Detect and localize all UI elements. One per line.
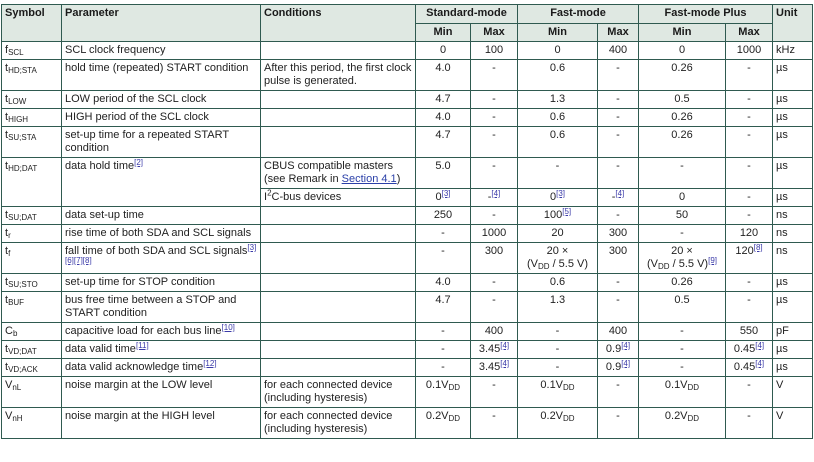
fast-max-cell: 400 xyxy=(598,42,639,60)
std-min-cell: 4.7 xyxy=(416,91,471,109)
conditions-cell xyxy=(261,109,416,127)
conditions-text: CBUS compatible masters (see Remark in xyxy=(264,160,393,185)
fast-max-cell xyxy=(598,359,639,377)
conditions-cell xyxy=(261,127,416,158)
fast-max-cell: 400 xyxy=(598,323,639,341)
unit-cell: µs xyxy=(773,127,813,158)
table-row xyxy=(2,323,813,341)
parameter-cell: noise margin at the HIGH level xyxy=(62,408,261,439)
value: 0.45 xyxy=(733,343,756,355)
plus-max-cell: - xyxy=(726,91,773,109)
header-fast-min: Min xyxy=(518,23,598,42)
fast-min-cell xyxy=(518,377,598,408)
plus-min-cell: - xyxy=(639,225,726,243)
fast-min-cell: 1.3 xyxy=(518,292,598,323)
table-row xyxy=(2,109,813,127)
conditions-cell xyxy=(261,158,416,189)
footnote-link[interactable]: [5] xyxy=(562,207,572,216)
parameter-cell: bus free time between a STOP and START condition xyxy=(62,292,261,323)
symbol-subscript: SU;STO xyxy=(8,280,38,289)
fast-max-cell: - xyxy=(598,274,639,292)
plus-max-cell: - xyxy=(726,377,773,408)
unit-cell: µs xyxy=(773,91,813,109)
table-row xyxy=(2,292,813,323)
fast-max-cell: 300 xyxy=(598,225,639,243)
plus-min-cell: - xyxy=(639,341,726,359)
value: 0.2V xyxy=(540,410,564,422)
std-min-cell: 4.0 xyxy=(416,60,471,91)
parameter-cell: noise margin at the LOW level xyxy=(62,377,261,408)
footnote-link[interactable]: [11] xyxy=(135,341,149,350)
symbol-subscript: SU;DAT xyxy=(8,213,37,222)
fast-min-cell: 0.6 xyxy=(518,60,598,91)
symbol-main: f xyxy=(5,44,9,56)
unit-cell: µs xyxy=(773,359,813,377)
header-fast-mode-plus: Fast-mode Plus xyxy=(639,5,773,24)
fast-min-cell: - xyxy=(518,323,598,341)
symbol-cell xyxy=(2,377,62,408)
fast-min-cell xyxy=(518,189,598,207)
conditions-cell xyxy=(261,274,416,292)
symbol-subscript: f xyxy=(8,249,11,258)
fast-min-cell: - xyxy=(518,359,598,377)
std-max-cell: - xyxy=(471,377,518,408)
plus-max-cell: - xyxy=(726,207,773,225)
parameter-cell: HIGH period of the SCL clock xyxy=(62,109,261,127)
std-max-cell xyxy=(471,359,518,377)
plus-max-cell: 550 xyxy=(726,323,773,341)
value: 3.45 xyxy=(478,361,501,373)
conditions-cell xyxy=(261,323,416,341)
footnote-link[interactable]: [4] xyxy=(621,341,631,350)
footnote-link[interactable]: [4] xyxy=(755,341,765,350)
symbol-main: V xyxy=(5,379,13,391)
symbol-subscript: LOW xyxy=(8,97,27,106)
value: 0 xyxy=(435,191,442,203)
table-row xyxy=(2,377,813,408)
std-min-cell: - xyxy=(416,341,471,359)
conditions-cell xyxy=(261,42,416,60)
subscript: DD xyxy=(687,383,700,392)
std-min-cell: 4.0 xyxy=(416,109,471,127)
symbol-subscript: HD;DAT xyxy=(8,164,38,173)
parameter-cell xyxy=(62,359,261,377)
subscript: DD xyxy=(658,262,670,271)
std-max-cell xyxy=(471,189,518,207)
fast-max-cell: - xyxy=(598,377,639,408)
footnote-link[interactable]: [4] xyxy=(615,189,625,198)
header-standard-mode: Standard-mode xyxy=(416,5,518,24)
unit-cell: µs xyxy=(773,158,813,189)
value: 0.45 xyxy=(733,361,756,373)
plus-min-cell: - xyxy=(639,359,726,377)
std-max-cell: - xyxy=(471,274,518,292)
std-min-cell: 4.0 xyxy=(416,274,471,292)
symbol-subscript: r xyxy=(8,231,11,240)
std-min-cell: 250 xyxy=(416,207,471,225)
symbol-main: t xyxy=(5,111,9,123)
table-row xyxy=(2,359,813,377)
std-min-cell xyxy=(416,377,471,408)
plus-max-cell: - xyxy=(726,158,773,189)
plus-max-cell xyxy=(726,341,773,359)
conditions-cell: for each connected device (including hysteresis) xyxy=(261,408,416,439)
std-min-cell: 4.7 xyxy=(416,127,471,158)
footnote-link[interactable]: [4] xyxy=(500,341,510,350)
value-line-2 xyxy=(521,258,594,271)
plus-max-cell: 1000 xyxy=(726,42,773,60)
fast-max-cell: - xyxy=(598,60,639,91)
symbol-main: t xyxy=(5,160,9,172)
i2c-timing-spec-table xyxy=(1,4,813,439)
conditions-cell xyxy=(261,359,416,377)
table-row xyxy=(2,158,813,189)
symbol-main: t xyxy=(5,93,9,105)
footnote-link[interactable]: [3][6][7][8] xyxy=(65,243,257,265)
header-std-min: Min xyxy=(416,23,471,42)
symbol-cell xyxy=(2,60,62,91)
plus-min-cell: - xyxy=(639,323,726,341)
plus-min-cell: 0.5 xyxy=(639,91,726,109)
plus-min-cell xyxy=(639,243,726,274)
symbol-cell xyxy=(2,91,62,109)
symbol-cell xyxy=(2,323,62,341)
conditions-text: C-bus devices xyxy=(271,191,342,203)
table-row xyxy=(2,274,813,292)
header-row-1 xyxy=(2,5,813,24)
conditions-cell xyxy=(261,189,416,207)
section-link[interactable]: Section 4.1 xyxy=(341,173,397,185)
fast-max-cell: - xyxy=(598,408,639,439)
parameter-cell xyxy=(62,243,261,274)
conditions-text: I xyxy=(264,191,268,203)
plus-min-cell: 0 xyxy=(639,189,726,207)
value-line-1: 20 × xyxy=(671,245,693,257)
value-text: (V xyxy=(526,258,538,270)
unit-cell: pF xyxy=(773,323,813,341)
conditions-cell xyxy=(261,341,416,359)
symbol-main: t xyxy=(5,129,9,141)
plus-max-cell: - xyxy=(726,189,773,207)
table-row xyxy=(2,408,813,439)
footnote-link[interactable]: [4] xyxy=(491,189,501,198)
std-min-cell: 4.7 xyxy=(416,292,471,323)
symbol-cell xyxy=(2,158,62,207)
value: 0.1V xyxy=(540,379,564,391)
symbol-main: t xyxy=(5,294,9,306)
table-row xyxy=(2,243,813,274)
symbol-cell xyxy=(2,42,62,60)
fast-max-cell: - xyxy=(598,158,639,189)
std-max-cell: - xyxy=(471,109,518,127)
unit-cell: µs xyxy=(773,109,813,127)
std-max-cell: - xyxy=(471,60,518,91)
plus-min-cell: 50 xyxy=(639,207,726,225)
conditions-cell: After this period, the first clock pulse is generated. xyxy=(261,60,416,91)
unit-cell: µs xyxy=(773,60,813,91)
parameter-cell: rise time of both SDA and SCL signals xyxy=(62,225,261,243)
footnote-link[interactable]: [2] xyxy=(134,158,144,167)
plus-max-cell xyxy=(726,243,773,274)
value: 0.9 xyxy=(605,361,622,373)
plus-max-cell: 120 xyxy=(726,225,773,243)
unit-cell: ns xyxy=(773,225,813,243)
fast-max-cell: - xyxy=(598,127,639,158)
fast-max-cell: 300 xyxy=(598,243,639,274)
fast-max-cell: - xyxy=(598,292,639,323)
fast-max-cell: - xyxy=(598,207,639,225)
table-row xyxy=(2,127,813,158)
plus-max-cell: - xyxy=(726,109,773,127)
fast-min-cell: 0.6 xyxy=(518,127,598,158)
symbol-main: C xyxy=(5,325,13,337)
parameter-cell: LOW period of the SCL clock xyxy=(62,91,261,109)
header-symbol: Symbol xyxy=(2,5,62,42)
footnote-link[interactable]: [10] xyxy=(221,323,235,332)
plus-min-cell: 0.5 xyxy=(639,292,726,323)
conditions-cell: for each connected device (including hysteresis) xyxy=(261,377,416,408)
fast-max-cell: - xyxy=(598,109,639,127)
value-line-1: 20 × xyxy=(546,245,569,257)
footnote-link[interactable]: [8] xyxy=(753,243,763,252)
value: 3.45 xyxy=(478,343,501,355)
table-row xyxy=(2,42,813,60)
std-max-cell xyxy=(471,341,518,359)
unit-cell: V xyxy=(773,377,813,408)
std-max-cell: - xyxy=(471,292,518,323)
fast-max-cell xyxy=(598,341,639,359)
fast-min-cell xyxy=(518,408,598,439)
table-row xyxy=(2,341,813,359)
parameter-cell: SCL clock frequency xyxy=(62,42,261,60)
header-plus-max: Max xyxy=(726,23,773,42)
std-max-cell: - xyxy=(471,127,518,158)
footnote-link[interactable]: [4] xyxy=(621,359,631,368)
value: 0 xyxy=(549,191,557,203)
header-std-max: Max xyxy=(471,23,518,42)
parameter-text: fall time of both SDA and SCL signals xyxy=(65,245,248,257)
fast-min-cell xyxy=(518,243,598,274)
std-min-cell xyxy=(416,189,471,207)
std-max-cell: - xyxy=(471,158,518,189)
plus-min-cell: 0.26 xyxy=(639,60,726,91)
parameter-cell xyxy=(62,323,261,341)
symbol-subscript: VD;DAT xyxy=(8,347,37,356)
std-max-cell: 100 xyxy=(471,42,518,60)
symbol-main: t xyxy=(5,343,9,355)
unit-cell: µs xyxy=(773,292,813,323)
conditions-cell xyxy=(261,243,416,274)
plus-min-cell: 0 xyxy=(639,42,726,60)
value: - xyxy=(611,191,616,203)
unit-cell: ns xyxy=(773,243,813,274)
symbol-main: V xyxy=(5,410,13,422)
fast-max-cell xyxy=(598,189,639,207)
value: 0.9 xyxy=(605,343,622,355)
value-line-2 xyxy=(642,258,722,271)
std-min-cell xyxy=(416,408,471,439)
parameter-cell: data set-up time xyxy=(62,207,261,225)
std-max-cell: - xyxy=(471,91,518,109)
plus-min-cell: 0.26 xyxy=(639,127,726,158)
std-max-cell: 1000 xyxy=(471,225,518,243)
conditions-cell xyxy=(261,225,416,243)
conditions-cell xyxy=(261,292,416,323)
symbol-subscript: b xyxy=(12,329,18,338)
symbol-subscript: VD;ACK xyxy=(8,365,38,374)
parameter-cell: set-up time for STOP condition xyxy=(62,274,261,292)
std-max-cell: - xyxy=(471,207,518,225)
footnote-link[interactable]: [4] xyxy=(755,359,765,368)
subscript: DD xyxy=(448,414,461,423)
unit-cell: µs xyxy=(773,189,813,207)
unit-cell: kHz xyxy=(773,42,813,60)
std-min-cell: - xyxy=(416,225,471,243)
footnote-link[interactable]: [12] xyxy=(203,359,217,368)
symbol-cell xyxy=(2,292,62,323)
unit-cell: ns xyxy=(773,207,813,225)
parameter-text: data hold time xyxy=(65,160,135,172)
symbol-subscript: nH xyxy=(12,414,23,423)
header-fast-mode: Fast-mode xyxy=(518,5,639,24)
footnote-link[interactable]: [4] xyxy=(500,359,510,368)
symbol-cell xyxy=(2,243,62,274)
fast-min-cell: 1.3 xyxy=(518,91,598,109)
header-conditions: Conditions xyxy=(261,5,416,42)
value: - xyxy=(487,191,492,203)
symbol-main: t xyxy=(5,209,9,221)
plus-max-cell xyxy=(726,359,773,377)
symbol-subscript: nL xyxy=(12,383,22,392)
fast-max-cell: - xyxy=(598,91,639,109)
parameter-text: capacitive load for each bus line xyxy=(65,325,222,337)
plus-max-cell: - xyxy=(726,60,773,91)
footnote-link[interactable]: [3] xyxy=(441,189,451,198)
fast-min-cell xyxy=(518,207,598,225)
symbol-cell xyxy=(2,359,62,377)
std-min-cell: - xyxy=(416,243,471,274)
symbol-cell xyxy=(2,225,62,243)
table-row xyxy=(2,207,813,225)
fast-min-cell: 20 xyxy=(518,225,598,243)
footnote-link[interactable]: [9] xyxy=(708,256,717,265)
plus-max-cell: - xyxy=(726,127,773,158)
std-min-cell: - xyxy=(416,359,471,377)
value: 0.1V xyxy=(664,379,688,391)
plus-min-cell xyxy=(639,377,726,408)
symbol-subscript: HIGH xyxy=(8,115,29,124)
std-max-cell: 400 xyxy=(471,323,518,341)
symbol-main: t xyxy=(5,245,9,257)
plus-min-cell: 0.26 xyxy=(639,274,726,292)
value: 100 xyxy=(543,209,563,221)
symbol-subscript: SU;STA xyxy=(8,133,37,142)
parameter-cell: set-up time for a repeated START condition xyxy=(62,127,261,158)
conditions-cell xyxy=(261,207,416,225)
table-row xyxy=(2,60,813,91)
conditions-text: ) xyxy=(396,173,401,185)
subscript: DD xyxy=(687,414,700,423)
value: 0.1V xyxy=(425,379,449,391)
fast-min-cell: - xyxy=(518,158,598,189)
header-parameter: Parameter xyxy=(62,5,261,42)
conditions-cell xyxy=(261,91,416,109)
value-text: / 5.5 V) xyxy=(549,258,589,270)
fast-min-cell: 0 xyxy=(518,42,598,60)
symbol-main: t xyxy=(5,62,9,74)
parameter-text: data valid time xyxy=(65,343,136,355)
header-fast-max: Max xyxy=(598,23,639,42)
subscript: DD xyxy=(563,383,575,392)
symbol-cell xyxy=(2,127,62,158)
std-min-cell: 5.0 xyxy=(416,158,471,189)
subscript: DD xyxy=(537,262,550,271)
unit-cell: µs xyxy=(773,274,813,292)
table-row xyxy=(2,225,813,243)
value: 0.2V xyxy=(425,410,449,422)
unit-cell: µs xyxy=(773,341,813,359)
plus-min-cell: 0.26 xyxy=(639,109,726,127)
value-text: / 5.5 V) xyxy=(669,258,709,270)
parameter-cell: hold time (repeated) START condition xyxy=(62,60,261,91)
symbol-cell xyxy=(2,274,62,292)
table-row xyxy=(2,91,813,109)
symbol-main: t xyxy=(5,276,9,288)
symbol-cell xyxy=(2,207,62,225)
subscript: DD xyxy=(448,383,461,392)
parameter-cell xyxy=(62,341,261,359)
value: 120 xyxy=(735,245,754,257)
unit-cell: V xyxy=(773,408,813,439)
value-text: (V xyxy=(647,258,658,270)
header-unit: Unit xyxy=(773,5,813,42)
std-max-cell: - xyxy=(471,408,518,439)
plus-max-cell: - xyxy=(726,292,773,323)
parameter-cell xyxy=(62,158,261,207)
symbol-cell xyxy=(2,109,62,127)
symbol-subscript: HD;STA xyxy=(8,66,37,75)
fast-min-cell: - xyxy=(518,341,598,359)
header-plus-min: Min xyxy=(639,23,726,42)
symbol-subscript: BUF xyxy=(8,298,25,307)
plus-min-cell xyxy=(639,408,726,439)
fast-min-cell: 0.6 xyxy=(518,274,598,292)
superscript: 2 xyxy=(267,188,272,198)
symbol-main: t xyxy=(5,227,9,239)
fast-min-cell: 0.6 xyxy=(518,109,598,127)
plus-max-cell: - xyxy=(726,408,773,439)
plus-max-cell: - xyxy=(726,274,773,292)
value: 0.2V xyxy=(664,410,688,422)
subscript: DD xyxy=(563,414,575,423)
std-max-cell: 300 xyxy=(471,243,518,274)
std-min-cell: - xyxy=(416,323,471,341)
footnote-link[interactable]: [3] xyxy=(556,189,566,198)
symbol-subscript: SCL xyxy=(8,48,24,57)
plus-min-cell: - xyxy=(639,158,726,189)
symbol-cell xyxy=(2,408,62,439)
symbol-main: t xyxy=(5,361,9,373)
std-min-cell: 0 xyxy=(416,42,471,60)
parameter-text: data valid acknowledge time xyxy=(65,361,204,373)
symbol-cell xyxy=(2,341,62,359)
